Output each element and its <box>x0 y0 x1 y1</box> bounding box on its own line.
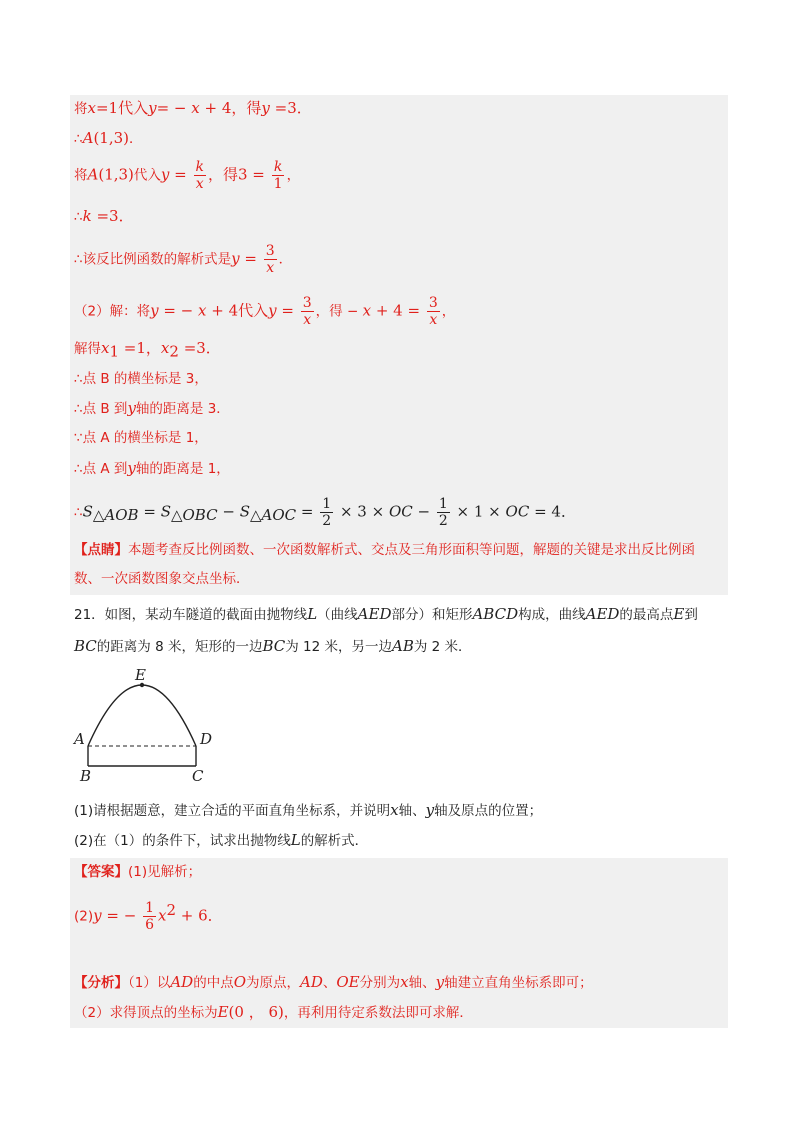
solution-line-11: ∴点 A 到y轴的距离是 1， <box>74 459 230 477</box>
analysis-line-1: 【分析】（1）以AD的中点O为原点，AD、OE分别为x轴、y轴建立直角坐标系即可； <box>74 973 593 991</box>
fraction-k-over-1: $\frac{k}{1}$ <box>273 159 283 192</box>
solution-line-4: ∴k =3． <box>74 207 134 225</box>
solution-line-10: ∵点 A 的横坐标是 1， <box>74 430 208 446</box>
solution-line-7: 解得$x_1 =1$，$x_2 =3$． <box>74 339 221 361</box>
solution-line-1: 将x=1代入y= − x + 4，得y =3． <box>74 99 312 117</box>
tunnel-figure <box>70 664 230 784</box>
answer-line-1: 【答案】(1)见解析； <box>74 864 202 880</box>
label-d: D <box>200 730 213 748</box>
solution-line-2: ∴A(1,3)． <box>74 129 143 147</box>
fraction-3-over-x: $\frac{3}{x}$ <box>428 295 438 328</box>
analysis-tag: 【分析】 <box>74 975 128 991</box>
label-c: C <box>192 767 204 784</box>
fraction-3-over-x: $\frac{3}{x}$ <box>265 243 275 276</box>
problem21-line-1: 21．如图，某动车隧道的截面由抛物线L（曲线AED部分）和矩形ABCD构成，曲线AED的最高点E到 <box>74 605 698 623</box>
label-a: A <box>74 730 85 748</box>
fraction-3-over-x: $\frac{3}{x}$ <box>302 295 312 328</box>
parabola-curve <box>88 685 196 746</box>
fraction-k-over-x: $\frac{k}{x}$ <box>195 159 204 192</box>
solution-line-5: ∴该反比例函数的解析式是y = $\frac{3}{x}$ ． <box>74 243 293 276</box>
problem21-line-2: BC的距离为 8 米，矩形的一边BC为 12 米，另一边AB为 2 米． <box>74 637 472 655</box>
label-b: B <box>80 767 92 784</box>
question-2: (2)在（1）的条件下，试求出抛物线L的解析式． <box>74 831 369 849</box>
fraction-one-half: $\frac{1}{2}$ <box>322 496 332 529</box>
solution-line-9: ∴点 B 到y轴的距离是 3． <box>74 399 230 417</box>
comment-tag: 【点睛】 <box>74 542 128 558</box>
fraction-one-half: $\frac{1}{2}$ <box>438 496 448 529</box>
answer-tag: 【答案】 <box>74 864 128 880</box>
question-1: (1)请根据题意，建立合适的平面直角坐标系，并说明x轴、y轴及原点的位置； <box>74 801 543 819</box>
solution-line-8: ∴点 B 的横坐标是 3， <box>74 371 208 387</box>
comment-line-2: 数、一次函数图象交点坐标． <box>74 571 250 587</box>
analysis-line-2: （2）求得顶点的坐标为E(0 ， 6)，再利用待定系数法即可求解． <box>74 1003 473 1021</box>
solution-line-3: 将A(1,3)代入y = $\frac{k}{x}$ ，得3 = $\frac{k}{1}$ ， <box>74 159 301 192</box>
answer-line-2: (2)y = − $\frac{1}{6}$ $x^2 + 6$． <box>74 900 223 933</box>
label-e: E <box>135 666 146 684</box>
solution-line-6: （2）解：将y = − x + 4代入y = $\frac{3}{x}$ ，得 − x + 4 = $\frac{3}{x}$ ， <box>74 295 456 328</box>
comment-line-1: 【点睛】本题考查反比例函数、一次函数解析式、交点及三角形面积等问题，解题的关键是求出反比例函 <box>74 542 695 558</box>
comment-paragraph <box>74 536 724 594</box>
fraction-one-sixth: $\frac{1}{6}$ <box>145 900 154 933</box>
solution-line-12: $\therefore S_{\triangle AOB} = S_{\triangle OBC} - S_{\triangle AOC}$ = $\frac{1}{2}$ × 3 × OC − $\frac{1}{2}$ × 1 × OC = 4． <box>74 496 576 529</box>
